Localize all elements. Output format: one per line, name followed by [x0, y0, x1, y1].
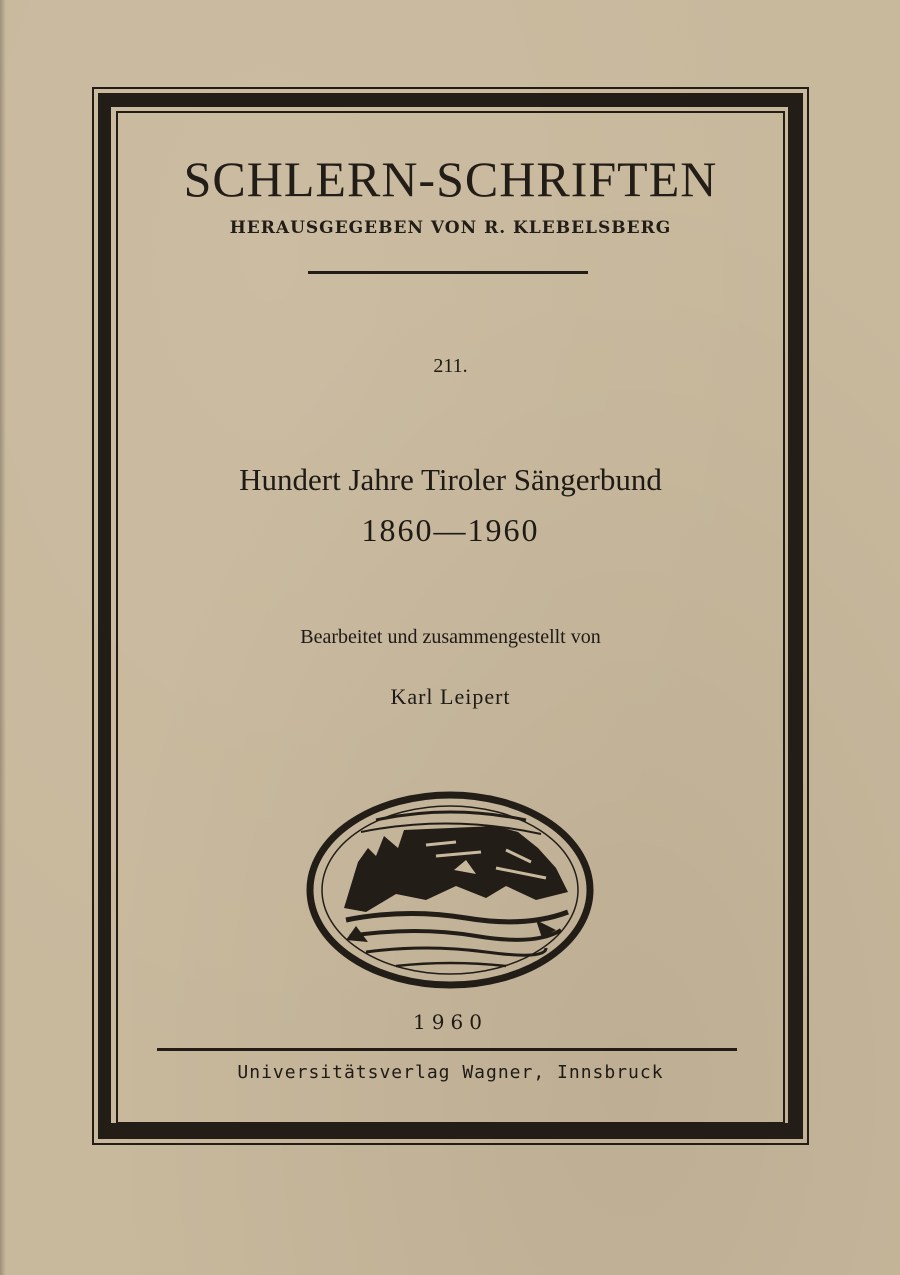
book-years: 1860—1960: [361, 512, 540, 548]
series-editor: HERAUSGEGEBEN VON R. KLEBELSBERG: [229, 218, 672, 238]
top-divider-rule: [308, 271, 588, 274]
publisher: Universitätsverlag Wagner, Innsbruck: [237, 1062, 664, 1083]
book-title: Hundert Jahre Tiroler Sängerbund: [239, 462, 662, 497]
page-edge-shadow: [0, 0, 6, 1275]
volume-number: 211.: [433, 355, 468, 377]
mountain-landscape-oval-emblem-icon: [306, 790, 594, 990]
series-title: SCHLERN-SCHRIFTEN: [183, 151, 718, 207]
author-name: Karl Leipert: [390, 684, 511, 709]
publication-year: 1960: [413, 1010, 488, 1034]
credit-line: Bearbeitet und zusammengestellt von: [300, 626, 601, 648]
bottom-divider-rule: [157, 1048, 737, 1051]
